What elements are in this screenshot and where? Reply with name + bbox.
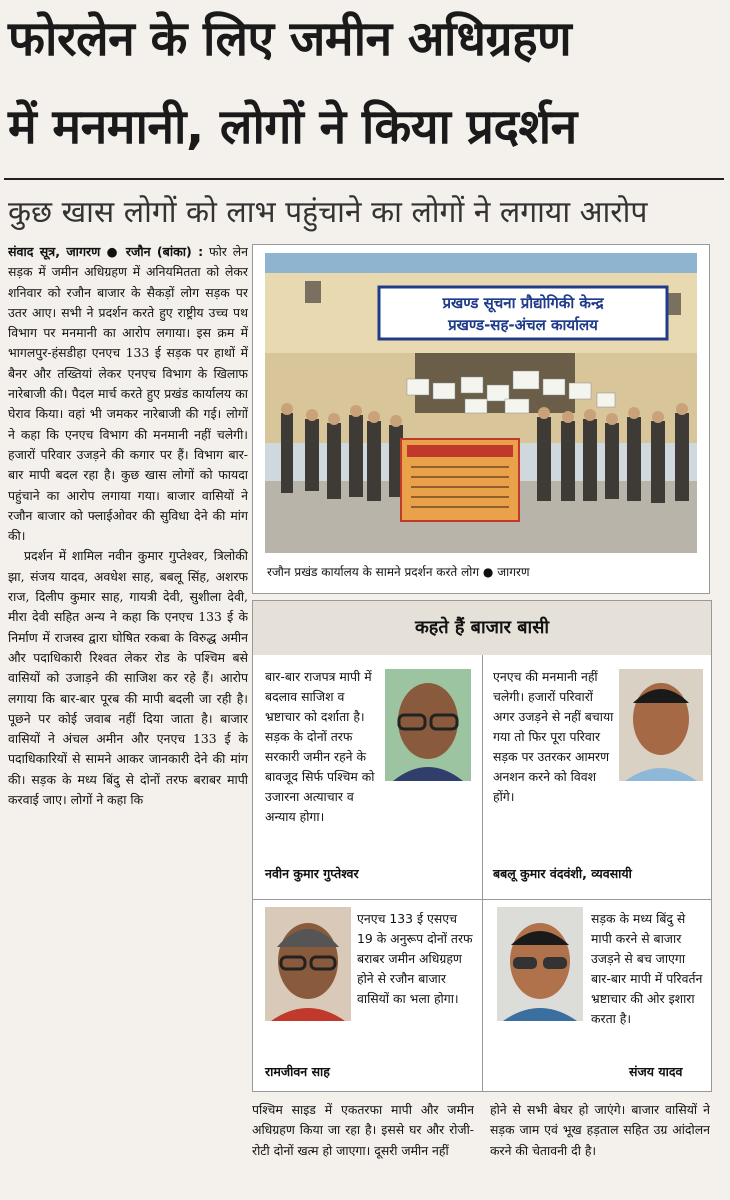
photo-frame bbox=[252, 244, 710, 594]
headline-line-2: में मनमानी, लोगों ने किया प्रदर्शन bbox=[8, 99, 577, 155]
opinion-1-quote: बार-बार राजपत्र मापी में बदलाव साजिश व भ्रष्टाचार को दर्शाता है। सड़क के दोनों तरफ सरकारी जमीन रहने के बावजूद सिर्फ पश्चिम को उजारना अत्याचार व अन्याय होगा। bbox=[265, 669, 375, 824]
subheadline: कुछ खास लोगों को लाभ पहुंचाने का लोगों ने लगाया आरोप bbox=[8, 195, 648, 230]
article-left-column bbox=[8, 242, 248, 1192]
opinion-4-name: संजय यादव bbox=[629, 1064, 683, 1079]
opinion-3-quote: एनएच 133 ई एसएच 19 के अनुरूप दोनों तरफ बराबर जमीन अधिग्रहण होने से रजौन बाजार वासियों का भला होगा। bbox=[357, 911, 473, 1006]
opinion-2-quote: एनएच की मनमानी नहीं चलेगी। हजारों परिवारों अगर उजड़ने से नहीं बचाया गया तो फिर पूरा परिवार सड़क पर उतरकर आमरण अनशन करने को विवश होंगे। bbox=[493, 669, 614, 804]
dateline: संवाद सूत्र, जागरण ● रजौन (बांका) : bbox=[8, 244, 204, 259]
opinion-3-quote-box bbox=[357, 909, 475, 1009]
banner-line-1: प्रखण्ड सूचना प्रौद्योगिकी केन्द्र bbox=[442, 294, 604, 312]
article-body-2: प्रदर्शन में शामिल नवीन कुमार गुप्तेश्वर, त्रिलोकी झा, संजय यादव, अवधेश साह, बबलू सिंह, अशरफ राज, दिलीप कुमार साह, गायत्री देवी, सुशीला देवी, मीरा देवी सहित अन्य ने कहा कि एनएच 133 ई के निर्माण में राजस्व द्वारा घोषित रकबा के विरुद्ध अमीन और पदाधिकारी रिश्वत लेकर रोड के पश्चिम बसे वासियों को उजाड़ने की साजिश कर रहे हैं। आरोप लगाया कि बार-बार पूरब की मापी बदली जा रही है। पूछने पर कोई जवाब नहीं दिया जाता है। बाजार वासियों ने अंचल अमीन और एनएच 133 ई के पदाधिकारियों से सामने आकर जानकारी देने की मांग की। सड़क के मध्य बिंदु से दोनों तरफ बराबर मापी करवाई जाए। लोगों ने कहा कि bbox=[8, 548, 248, 808]
article-bottom-middle: पश्चिम साइड में एकतरफा मापी और जमीन अधिग्रहण किया जा रहा है। इससे घर और रोजी-रोटी दोनों खत्म हो जाएगा। दूसरी जमीन नहीं bbox=[252, 1102, 474, 1158]
article-bottom-right: होने से सभी बेघर हो जाएंगे। बाजार वासियों ने सड़क जाम एवं भूख हड़ताल सहित उग्र आंदोलन करने की चेतावनी दी है। bbox=[490, 1102, 710, 1158]
portrait-ramjivan bbox=[265, 907, 351, 1021]
opinion-1-name: नवीन कुमार गुप्तेश्वर bbox=[265, 866, 359, 881]
opinion-box bbox=[252, 600, 712, 1092]
opinion-4-quote-box bbox=[591, 909, 703, 1029]
portrait-bablu bbox=[619, 669, 703, 781]
article-body-1: फोर लेन सड़क में जमीन अधिग्रहण में अनियमितता को लेकर शनिवार को रजौन बाजार के सैकड़ों लोग सड़क पर उतर आए। सभी ने प्रदर्शन करते हुए राष्ट्रीय उच्च पथ विभाग पर मनमानी का आरोप लगाया। इस क्रम में भागलपुर-हंसडीहा एनएच 133 ई सड़क पर हाथों में बैनर और तख्तियां लेकर एनएच विभाग के खिलाफ नारेबाजी की। पैदल मार्च करते हुए प्रखंड कार्यालय का घेराव किया। वहां भी जमकर नारेबाजी की गई। लोगों ने कहा कि एनएच विभाग की मनमानी नहीं चलेगी। हजारों परिवार उजड़ने की कगार पर हैं। विभाग बार-बार मापी बदल रहा है। कुछ खास लोगों को फायदा पहुंचाने का आरोप लगाया गया। बाजार वासियों ने रजौन बाजार को फ्लाईओवर की सुविधा देने की मांग की। bbox=[8, 244, 248, 544]
opinion-box-title: कहते हैं बाजार बासी bbox=[253, 601, 711, 655]
opinion-2-quote-box bbox=[493, 667, 615, 807]
headline-line-1: फोरलेन के लिए जमीन अधिग्रहण bbox=[8, 11, 572, 67]
column-divider bbox=[482, 655, 483, 1091]
photo-caption: रजौन प्रखंड कार्यालय के सामने प्रदर्शन करते लोग ● जागरण bbox=[267, 565, 530, 579]
divider bbox=[4, 178, 724, 180]
opinion-2-name: बबलू कुमार वंदवंशी, व्यवसायी bbox=[493, 866, 632, 881]
portrait-naveen bbox=[385, 669, 471, 781]
portrait-sanjay bbox=[497, 907, 583, 1021]
protest-photo-illustration bbox=[265, 253, 697, 553]
banner-line-2: प्रखण्ड-सह-अंचल कार्यालय bbox=[448, 316, 598, 334]
row-divider bbox=[253, 899, 711, 900]
opinion-1-quote-top bbox=[265, 667, 383, 827]
opinion-4-quote: सड़क के मध्य बिंदु से मापी करने से बाजार उजड़ने से बच जाएगा बार-बार मापी में परिवर्तन भ्रष्टाचार की ओर इशारा करता है। bbox=[591, 911, 703, 1026]
opinion-3-name: रामजीवन साह bbox=[265, 1064, 330, 1079]
protest-photo bbox=[265, 253, 697, 553]
